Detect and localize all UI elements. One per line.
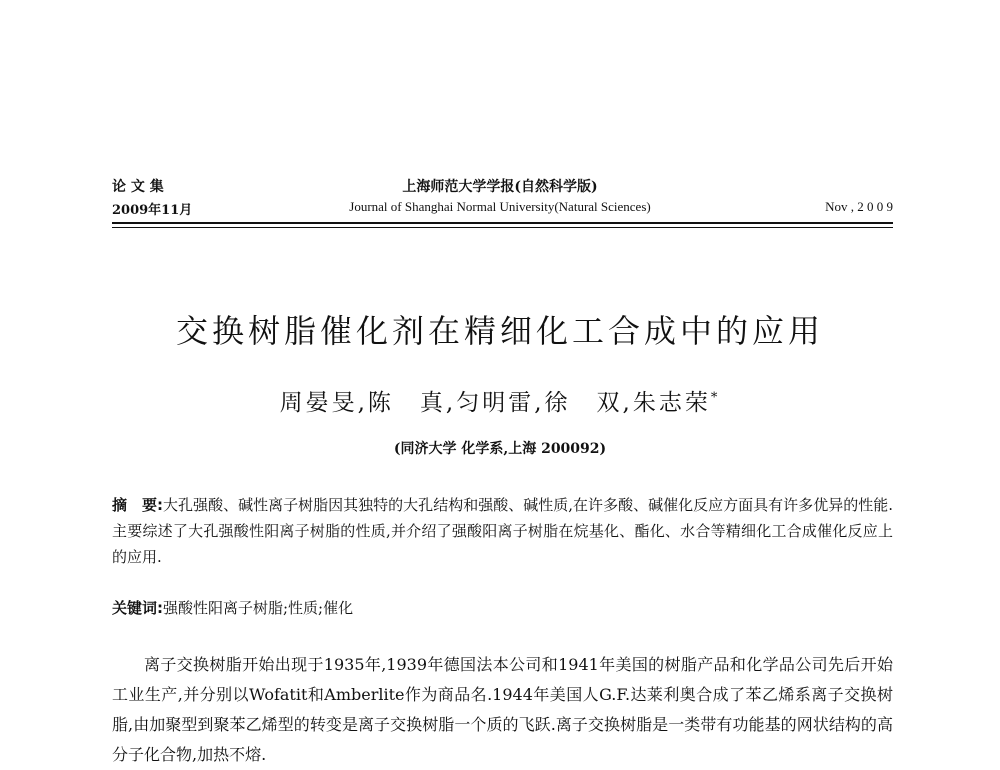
author-list: 周晏旻,陈 真,匀明雷,徐 双,朱志荣 xyxy=(279,390,711,416)
article-authors xyxy=(0,384,1000,417)
article-title: 交换树脂催化剂在精细化工合成中的应用 xyxy=(175,312,824,350)
header-date-en: Nov , 2 0 0 9 xyxy=(825,199,893,214)
article-affiliation: (同济大学 化学系,上海 200092) xyxy=(393,441,607,457)
header-series-label: 论 文 集 xyxy=(112,179,164,195)
header-journal-name-en: Journal of Shanghai Normal University(Natural Sciences) xyxy=(349,199,651,214)
corresponding-author-mark: * xyxy=(710,390,721,406)
header-date-cn: 2009年11月 xyxy=(112,203,193,218)
keywords-text: 强酸性阳离子树脂;性质;催化 xyxy=(163,599,354,617)
header-rule-bottom xyxy=(112,227,893,228)
abstract-label: 摘 要: xyxy=(112,496,164,514)
body-paragraph: 离子交换树脂开始出现于1935年,1939年德国法本公司和1941年美国的树脂产品和化学品公司先后开始工业生产,并分别以Wofatit和Amberlite作为商品名.1944年美国人G.F.达莱利奥合成了苯乙烯系离子交换树脂,由加聚型到聚苯乙烯型的转变是离子交换树脂一个质的飞跃.离子交换树脂是一类带有功能基的网状结构的高分子化合物,加热不熔. xyxy=(112,655,893,764)
header-journal-name-cn: 上海师范大学学报(自然科学版) xyxy=(402,179,598,195)
keywords xyxy=(112,595,893,621)
header-rule-top xyxy=(112,222,893,224)
abstract-text: 大孔强酸、碱性离子树脂因其独特的大孔结构和强酸、碱性质,在许多酸、碱催化反应方面具有许多优异的性能.主要综述了大孔强酸性阳离子树脂的性质,并介绍了强酸阳离子树脂在烷基化、酯化、水合等精细化工合成催化反应上的应用. xyxy=(112,496,893,566)
keywords-label: 关键词: xyxy=(112,599,163,617)
abstract xyxy=(112,492,893,570)
